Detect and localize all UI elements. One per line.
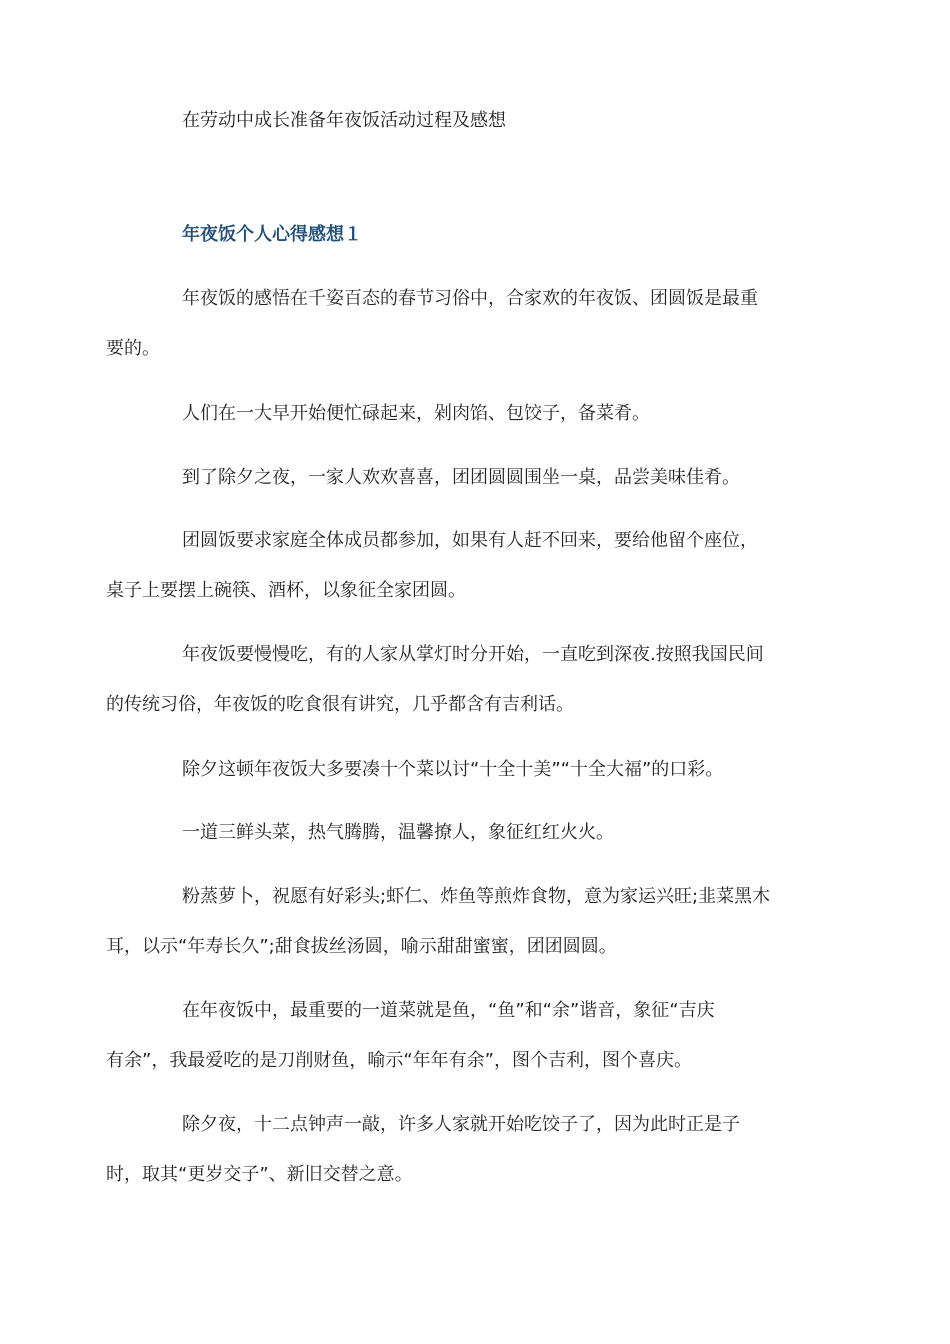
paragraph-line: 时，取其“更岁交子”、新旧交替之意。 (106, 1164, 413, 1185)
paragraph-line: 粉蒸萝卜，祝愿有好彩头;虾仁、炸鱼等煎炸食物，意为家运兴旺;韭菜黑木 (182, 886, 771, 907)
paragraph-line: 有余”，我最爱吃的是刀削财鱼，喻示“年年有余”，图个吉利，图个喜庆。 (106, 1050, 692, 1071)
paragraph-line: 耳，以示“年寿长久”;甜食拔丝汤圆，喻示甜甜蜜蜜，团团圆圆。 (106, 936, 617, 957)
body-paragraph (106, 986, 814, 1086)
paragraph-line: 年夜饭的感悟在千姿百态的春节习俗中，合家欢的年夜饭、团圆饭是最重 (182, 288, 758, 309)
paragraph-line: 在年夜饭中，最重要的一道菜就是鱼，“鱼”和“余”谐音，象征“吉庆 (182, 1000, 715, 1021)
body-paragraph (106, 274, 814, 374)
paragraph-line: 人们在一大早开始便忙碌起来，剁肉馅、包饺子，备菜肴。 (182, 403, 650, 424)
body-paragraph (144, 745, 814, 795)
paragraph-line: 到了除夕之夜，一家人欢欢喜喜，团团圆圆围坐一桌，品尝美味佳肴。 (182, 467, 740, 488)
paragraph-line: 团圆饭要求家庭全体成员都参加，如果有人赶不回来，要给他留个座位， (182, 530, 758, 551)
paragraph-line: 年夜饭要慢慢吃，有的人家从掌灯时分开始，一直吃到深夜.按照我国民间 (182, 644, 764, 665)
body-paragraph (106, 872, 814, 972)
body-paragraph (144, 389, 814, 439)
paragraph-line: 要的。 (106, 338, 160, 359)
section-heading: 年夜饭个人心得感想１ (182, 224, 362, 245)
paragraph-line: 桌子上要摆上碗筷、酒杯，以象征全家团圆。 (106, 580, 466, 601)
body-paragraph (144, 808, 814, 858)
paragraph-line: 的传统习俗，年夜饭的吃食很有讲究，几乎都含有吉利话。 (106, 694, 574, 715)
body-paragraph (106, 630, 814, 730)
body-paragraph (144, 453, 814, 503)
body-paragraph (106, 516, 814, 616)
paragraph-line: 除夕夜，十二点钟声一敲，许多人家就开始吃饺子了，因为此时正是子 (182, 1114, 740, 1135)
document-title: 在劳动中成长准备年夜饭活动过程及感想 (182, 110, 506, 131)
paragraph-line: 除夕这顿年夜饭大多要凑十个菜以讨“十全十美”“十全大福”的口彩。 (182, 759, 724, 780)
paragraph-line: 一道三鲜头菜，热气腾腾，温馨撩人，象征红红火火。 (182, 822, 614, 843)
body-paragraph (106, 1100, 814, 1200)
